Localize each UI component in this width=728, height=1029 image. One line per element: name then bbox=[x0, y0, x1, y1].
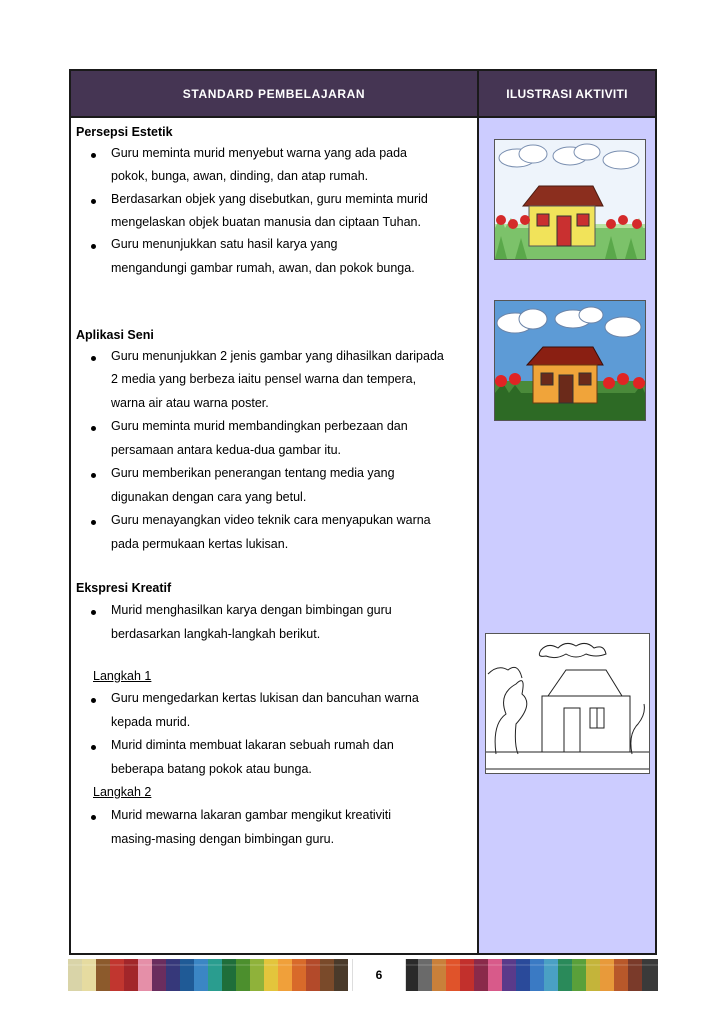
bullet-text: Murid menghasilkan karya dengan bimbingan guru bbox=[111, 603, 392, 617]
bullet-text: Guru memberikan penerangan tentang media yang bbox=[111, 466, 395, 480]
header-ilustrasi-aktiviti: ILUSTRASI AKTIVITI bbox=[506, 86, 628, 101]
bullet-text: digunakan dengan cara yang betul. bbox=[111, 490, 307, 504]
bullet-text: Guru meminta murid membandingkan perbezaan dan bbox=[111, 419, 408, 433]
bullet-text: Murid mewarna lakaran gambar mengikut kreativiti bbox=[111, 808, 391, 822]
bullet bbox=[91, 610, 96, 615]
bullet-text: masing-masing dengan bimbingan guru. bbox=[111, 832, 335, 846]
section-title-persepsi: Persepsi Estetik bbox=[76, 125, 173, 139]
bullet-text: pada permukaan kertas lukisan. bbox=[111, 537, 289, 551]
bullet bbox=[91, 745, 96, 750]
step-heading-2: Langkah 2 bbox=[93, 785, 152, 799]
bullet-text: Berdasarkan objek yang disebutkan, guru meminta murid bbox=[111, 192, 428, 206]
bullet bbox=[91, 520, 96, 525]
bullet-text: kepada murid. bbox=[111, 715, 191, 729]
bullet-text: Guru meminta murid menyebut warna yang ada pada bbox=[111, 146, 407, 160]
house-watercolor-illustration bbox=[494, 300, 646, 421]
bullet-text: 2 media yang berbeza iaitu pensel warna dan tempera, bbox=[111, 372, 417, 386]
page-number: 6 bbox=[352, 959, 406, 991]
step-heading-1: Langkah 1 bbox=[93, 669, 152, 683]
bullet bbox=[91, 199, 96, 204]
bullet bbox=[91, 426, 96, 431]
bullet bbox=[91, 473, 96, 478]
bullet-text: Murid diminta membuat lakaran sebuah rumah dan bbox=[111, 738, 394, 752]
house-pencil-illustration bbox=[494, 139, 646, 260]
table-header bbox=[71, 71, 655, 118]
bullet-text: pokok, bunga, awan, dinding, dan atap rumah. bbox=[111, 169, 369, 183]
bullet-text: mengelaskan objek buatan manusia dan ciptaan Tuhan. bbox=[111, 215, 421, 229]
bullet bbox=[91, 815, 96, 820]
bullet-text: Guru menayangkan video teknik cara menyapukan warna bbox=[111, 513, 431, 527]
bullet-text: Guru mengedarkan kertas lukisan dan bancuhan warna bbox=[111, 691, 419, 705]
bullet-text: persamaan antara kedua-dua gambar itu. bbox=[111, 443, 342, 457]
bullet bbox=[91, 698, 96, 703]
bullet-text: Guru menunjukkan 2 jenis gambar yang dihasilkan daripada bbox=[111, 349, 444, 363]
bullet-text: Guru menunjukkan satu hasil karya yang bbox=[111, 237, 338, 251]
bullet bbox=[91, 356, 96, 361]
bullet-text: warna air atau warna poster. bbox=[111, 396, 269, 410]
section-title-ekspresi: Ekspresi Kreatif bbox=[76, 581, 172, 595]
bullet bbox=[91, 244, 96, 249]
bullet bbox=[91, 153, 96, 158]
header-standard-pembelajaran: STANDARD PEMBELAJARAN bbox=[182, 86, 366, 101]
bullet-text: beberapa batang pokok atau bunga. bbox=[111, 762, 312, 776]
house-sketch-illustration bbox=[485, 633, 650, 774]
bullet-text: berdasarkan langkah-langkah berikut. bbox=[111, 627, 321, 641]
section-title-aplikasi: Aplikasi Seni bbox=[76, 328, 154, 342]
bullet-text: mengandungi gambar rumah, awan, dan pokok bunga. bbox=[111, 261, 415, 275]
standard-column bbox=[71, 118, 477, 953]
